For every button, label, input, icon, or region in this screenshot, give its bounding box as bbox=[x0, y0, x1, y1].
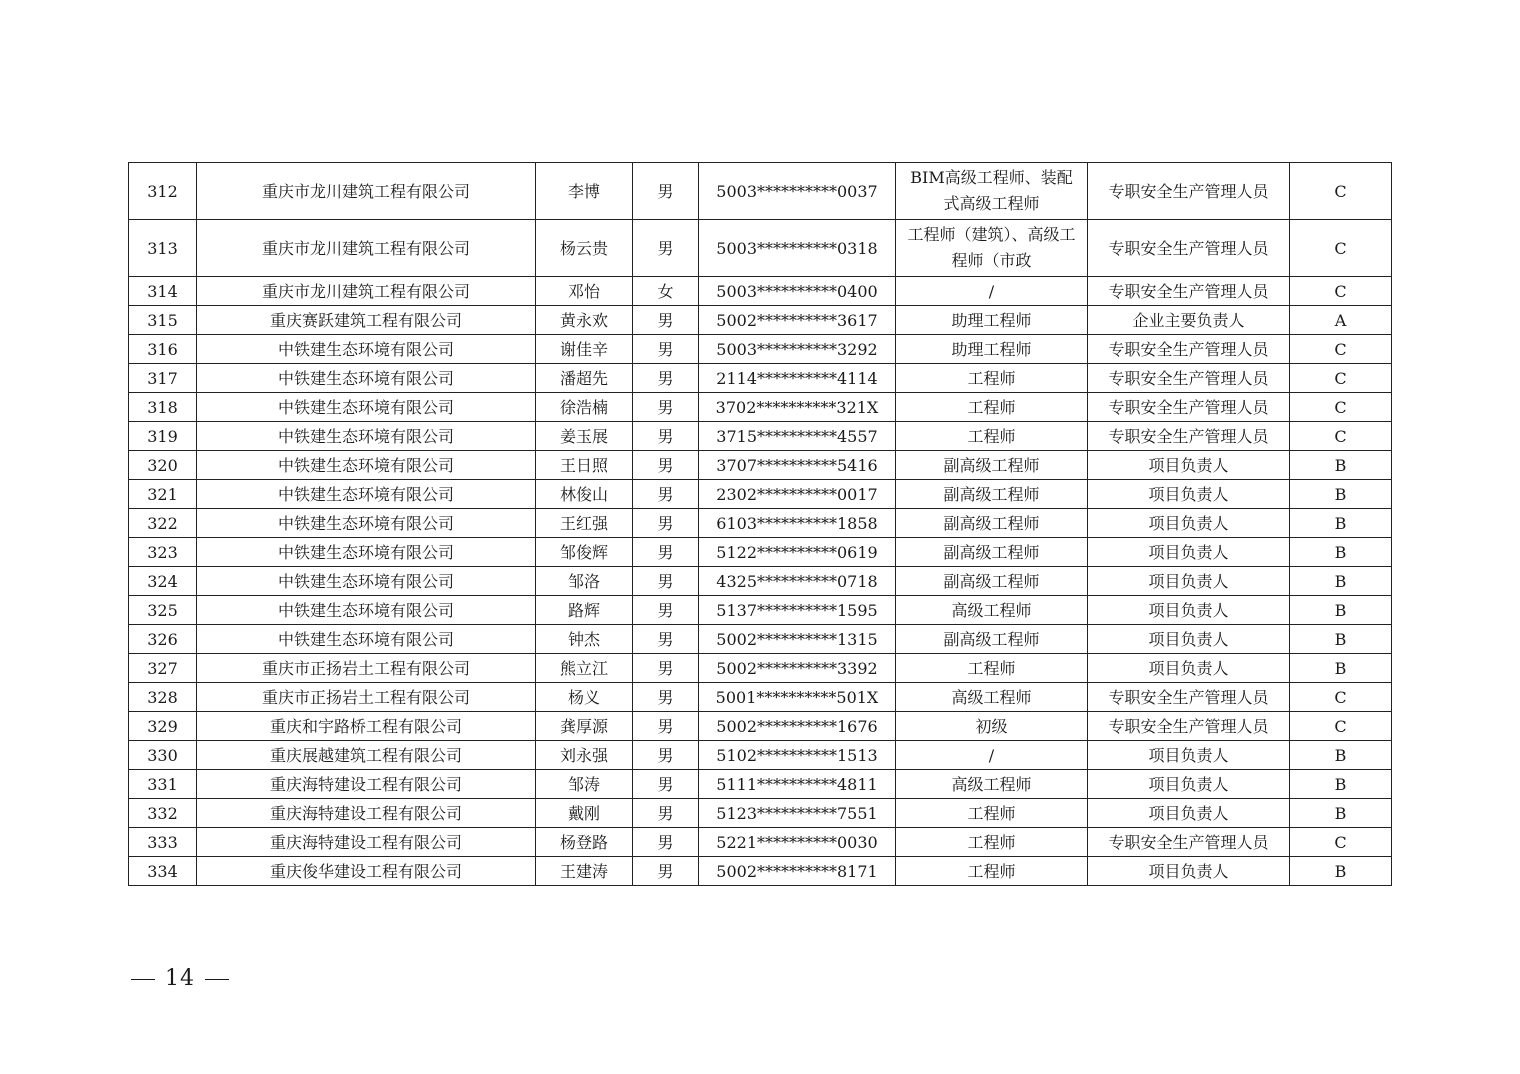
cell-row-number: 333 bbox=[129, 828, 197, 857]
cell-row-number: 322 bbox=[129, 509, 197, 538]
table-row bbox=[129, 741, 1392, 770]
cell-gender: 男 bbox=[633, 712, 699, 741]
cell-personnel-category: 项目负责人 bbox=[1088, 741, 1290, 770]
cell-company-name: 中铁建生态环境有限公司 bbox=[197, 480, 536, 509]
cell-row-number: 325 bbox=[129, 596, 197, 625]
cell-id-number: 5002**********1315 bbox=[699, 625, 896, 654]
cell-gender: 男 bbox=[633, 480, 699, 509]
cell-person-name: 王日照 bbox=[536, 451, 633, 480]
footer-dash-left bbox=[131, 979, 155, 980]
cell-gender: 男 bbox=[633, 857, 699, 886]
cell-professional-title: / bbox=[896, 277, 1088, 306]
cell-company-name: 重庆市正扬岩土工程有限公司 bbox=[197, 654, 536, 683]
cell-gender: 男 bbox=[633, 163, 699, 220]
cell-professional-title: 高级工程师 bbox=[896, 770, 1088, 799]
cell-company-name: 重庆海特建设工程有限公司 bbox=[197, 828, 536, 857]
cell-certificate-class: C bbox=[1290, 828, 1392, 857]
cell-person-name: 邹涛 bbox=[536, 770, 633, 799]
cell-professional-title: 高级工程师 bbox=[896, 596, 1088, 625]
table-row bbox=[129, 422, 1392, 451]
cell-company-name: 重庆市龙川建筑工程有限公司 bbox=[197, 163, 536, 220]
cell-certificate-class: B bbox=[1290, 451, 1392, 480]
cell-person-name: 熊立江 bbox=[536, 654, 633, 683]
cell-row-number: 329 bbox=[129, 712, 197, 741]
cell-professional-title: 副高级工程师 bbox=[896, 480, 1088, 509]
table-row bbox=[129, 712, 1392, 741]
cell-id-number: 3707**********5416 bbox=[699, 451, 896, 480]
cell-gender: 男 bbox=[633, 654, 699, 683]
cell-person-name: 林俊山 bbox=[536, 480, 633, 509]
cell-id-number: 3702**********321X bbox=[699, 393, 896, 422]
cell-personnel-category: 专职安全生产管理人员 bbox=[1088, 163, 1290, 220]
cell-person-name: 邓怡 bbox=[536, 277, 633, 306]
cell-id-number: 5003**********0037 bbox=[699, 163, 896, 220]
table-row bbox=[129, 364, 1392, 393]
cell-certificate-class: C bbox=[1290, 220, 1392, 277]
roster-body bbox=[129, 163, 1392, 886]
cell-id-number: 6103**********1858 bbox=[699, 509, 896, 538]
cell-gender: 男 bbox=[633, 683, 699, 712]
cell-row-number: 324 bbox=[129, 567, 197, 596]
cell-gender: 男 bbox=[633, 625, 699, 654]
cell-professional-title: 助理工程师 bbox=[896, 306, 1088, 335]
cell-personnel-category: 专职安全生产管理人员 bbox=[1088, 828, 1290, 857]
cell-row-number: 319 bbox=[129, 422, 197, 451]
cell-row-number: 332 bbox=[129, 799, 197, 828]
cell-certificate-class: B bbox=[1290, 567, 1392, 596]
cell-person-name: 邹俊辉 bbox=[536, 538, 633, 567]
cell-row-number: 326 bbox=[129, 625, 197, 654]
cell-gender: 男 bbox=[633, 306, 699, 335]
cell-personnel-category: 项目负责人 bbox=[1088, 770, 1290, 799]
cell-gender: 男 bbox=[633, 538, 699, 567]
cell-gender: 男 bbox=[633, 770, 699, 799]
cell-company-name: 重庆俊华建设工程有限公司 bbox=[197, 857, 536, 886]
cell-professional-title: 工程师 bbox=[896, 654, 1088, 683]
cell-professional-title: BIM高级工程师、装配式高级工程师 bbox=[896, 163, 1088, 220]
cell-certificate-class: C bbox=[1290, 335, 1392, 364]
cell-row-number: 312 bbox=[129, 163, 197, 220]
cell-professional-title: 副高级工程师 bbox=[896, 451, 1088, 480]
cell-company-name: 重庆海特建设工程有限公司 bbox=[197, 799, 536, 828]
cell-gender: 男 bbox=[633, 741, 699, 770]
cell-certificate-class: C bbox=[1290, 393, 1392, 422]
cell-id-number: 5001**********501X bbox=[699, 683, 896, 712]
cell-row-number: 327 bbox=[129, 654, 197, 683]
cell-row-number: 318 bbox=[129, 393, 197, 422]
cell-id-number: 5137**********1595 bbox=[699, 596, 896, 625]
cell-person-name: 龚厚源 bbox=[536, 712, 633, 741]
cell-company-name: 中铁建生态环境有限公司 bbox=[197, 422, 536, 451]
cell-professional-title: 副高级工程师 bbox=[896, 538, 1088, 567]
cell-person-name: 潘超先 bbox=[536, 364, 633, 393]
cell-certificate-class: C bbox=[1290, 683, 1392, 712]
cell-row-number: 315 bbox=[129, 306, 197, 335]
cell-id-number: 5002**********1676 bbox=[699, 712, 896, 741]
table-row bbox=[129, 828, 1392, 857]
cell-professional-title: 初级 bbox=[896, 712, 1088, 741]
cell-company-name: 重庆展越建筑工程有限公司 bbox=[197, 741, 536, 770]
cell-company-name: 重庆市龙川建筑工程有限公司 bbox=[197, 220, 536, 277]
cell-person-name: 谢佳辛 bbox=[536, 335, 633, 364]
cell-id-number: 5003**********0318 bbox=[699, 220, 896, 277]
table-row bbox=[129, 799, 1392, 828]
table-row bbox=[129, 393, 1392, 422]
cell-company-name: 中铁建生态环境有限公司 bbox=[197, 567, 536, 596]
cell-personnel-category: 项目负责人 bbox=[1088, 567, 1290, 596]
table-row bbox=[129, 596, 1392, 625]
cell-company-name: 中铁建生态环境有限公司 bbox=[197, 625, 536, 654]
cell-professional-title: 副高级工程师 bbox=[896, 509, 1088, 538]
cell-personnel-category: 项目负责人 bbox=[1088, 509, 1290, 538]
cell-person-name: 徐浩楠 bbox=[536, 393, 633, 422]
cell-personnel-category: 专职安全生产管理人员 bbox=[1088, 364, 1290, 393]
cell-professional-title: 副高级工程师 bbox=[896, 625, 1088, 654]
cell-id-number: 3715**********4557 bbox=[699, 422, 896, 451]
cell-certificate-class: B bbox=[1290, 480, 1392, 509]
cell-certificate-class: C bbox=[1290, 277, 1392, 306]
cell-personnel-category: 专职安全生产管理人员 bbox=[1088, 220, 1290, 277]
cell-person-name: 刘永强 bbox=[536, 741, 633, 770]
page-number: 14 bbox=[165, 966, 195, 991]
cell-professional-title: 工程师 bbox=[896, 364, 1088, 393]
cell-row-number: 323 bbox=[129, 538, 197, 567]
cell-company-name: 重庆赛跃建筑工程有限公司 bbox=[197, 306, 536, 335]
table-row bbox=[129, 220, 1392, 277]
cell-id-number: 5002**********3392 bbox=[699, 654, 896, 683]
cell-person-name: 邹洛 bbox=[536, 567, 633, 596]
cell-company-name: 重庆海特建设工程有限公司 bbox=[197, 770, 536, 799]
cell-gender: 男 bbox=[633, 451, 699, 480]
cell-personnel-category: 项目负责人 bbox=[1088, 625, 1290, 654]
cell-certificate-class: C bbox=[1290, 364, 1392, 393]
cell-gender: 男 bbox=[633, 364, 699, 393]
table-row bbox=[129, 538, 1392, 567]
cell-person-name: 戴刚 bbox=[536, 799, 633, 828]
cell-person-name: 杨登路 bbox=[536, 828, 633, 857]
roster-table bbox=[128, 162, 1392, 886]
cell-id-number: 5111**********4811 bbox=[699, 770, 896, 799]
cell-gender: 男 bbox=[633, 596, 699, 625]
cell-professional-title: 工程师 bbox=[896, 393, 1088, 422]
page-footer bbox=[131, 966, 239, 991]
cell-gender: 男 bbox=[633, 799, 699, 828]
cell-gender: 男 bbox=[633, 509, 699, 538]
cell-certificate-class: B bbox=[1290, 799, 1392, 828]
cell-id-number: 5003**********3292 bbox=[699, 335, 896, 364]
cell-company-name: 重庆市正扬岩土工程有限公司 bbox=[197, 683, 536, 712]
cell-personnel-category: 专职安全生产管理人员 bbox=[1088, 712, 1290, 741]
cell-professional-title: 工程师 bbox=[896, 857, 1088, 886]
cell-id-number: 5003**********0400 bbox=[699, 277, 896, 306]
cell-row-number: 328 bbox=[129, 683, 197, 712]
cell-certificate-class: A bbox=[1290, 306, 1392, 335]
cell-certificate-class: B bbox=[1290, 770, 1392, 799]
table-row bbox=[129, 277, 1392, 306]
cell-personnel-category: 项目负责人 bbox=[1088, 596, 1290, 625]
cell-personnel-category: 专职安全生产管理人员 bbox=[1088, 393, 1290, 422]
cell-personnel-category: 项目负责人 bbox=[1088, 538, 1290, 567]
cell-professional-title: 工程师 bbox=[896, 799, 1088, 828]
cell-id-number: 2302**********0017 bbox=[699, 480, 896, 509]
cell-person-name: 李博 bbox=[536, 163, 633, 220]
cell-person-name: 杨云贵 bbox=[536, 220, 633, 277]
cell-gender: 男 bbox=[633, 422, 699, 451]
cell-id-number: 5123**********7551 bbox=[699, 799, 896, 828]
cell-certificate-class: C bbox=[1290, 712, 1392, 741]
cell-id-number: 5002**********8171 bbox=[699, 857, 896, 886]
cell-row-number: 331 bbox=[129, 770, 197, 799]
cell-certificate-class: B bbox=[1290, 654, 1392, 683]
cell-personnel-category: 项目负责人 bbox=[1088, 451, 1290, 480]
cell-person-name: 王红强 bbox=[536, 509, 633, 538]
cell-professional-title: / bbox=[896, 741, 1088, 770]
cell-personnel-category: 企业主要负责人 bbox=[1088, 306, 1290, 335]
cell-professional-title: 工程师（建筑）、高级工程师（市政 bbox=[896, 220, 1088, 277]
cell-certificate-class: B bbox=[1290, 625, 1392, 654]
cell-professional-title: 副高级工程师 bbox=[896, 567, 1088, 596]
cell-certificate-class: B bbox=[1290, 741, 1392, 770]
cell-id-number: 5002**********3617 bbox=[699, 306, 896, 335]
cell-company-name: 中铁建生态环境有限公司 bbox=[197, 509, 536, 538]
cell-professional-title: 高级工程师 bbox=[896, 683, 1088, 712]
cell-person-name: 杨义 bbox=[536, 683, 633, 712]
table-row bbox=[129, 857, 1392, 886]
table-row bbox=[129, 480, 1392, 509]
cell-certificate-class: C bbox=[1290, 163, 1392, 220]
cell-id-number: 5122**********0619 bbox=[699, 538, 896, 567]
cell-certificate-class: B bbox=[1290, 596, 1392, 625]
table-row bbox=[129, 567, 1392, 596]
table-row bbox=[129, 306, 1392, 335]
cell-gender: 男 bbox=[633, 393, 699, 422]
cell-id-number: 4325**********0718 bbox=[699, 567, 896, 596]
cell-company-name: 中铁建生态环境有限公司 bbox=[197, 538, 536, 567]
cell-company-name: 重庆市龙川建筑工程有限公司 bbox=[197, 277, 536, 306]
cell-gender: 女 bbox=[633, 277, 699, 306]
cell-company-name: 中铁建生态环境有限公司 bbox=[197, 364, 536, 393]
cell-company-name: 中铁建生态环境有限公司 bbox=[197, 596, 536, 625]
cell-personnel-category: 项目负责人 bbox=[1088, 799, 1290, 828]
cell-person-name: 钟杰 bbox=[536, 625, 633, 654]
cell-professional-title: 助理工程师 bbox=[896, 335, 1088, 364]
table-row bbox=[129, 770, 1392, 799]
cell-company-name: 重庆和宇路桥工程有限公司 bbox=[197, 712, 536, 741]
cell-personnel-category: 项目负责人 bbox=[1088, 857, 1290, 886]
cell-personnel-category: 专职安全生产管理人员 bbox=[1088, 335, 1290, 364]
cell-id-number: 2114**********4114 bbox=[699, 364, 896, 393]
cell-gender: 男 bbox=[633, 335, 699, 364]
cell-row-number: 321 bbox=[129, 480, 197, 509]
cell-row-number: 317 bbox=[129, 364, 197, 393]
cell-id-number: 5102**********1513 bbox=[699, 741, 896, 770]
cell-gender: 男 bbox=[633, 567, 699, 596]
cell-gender: 男 bbox=[633, 220, 699, 277]
cell-row-number: 334 bbox=[129, 857, 197, 886]
table-row bbox=[129, 163, 1392, 220]
cell-personnel-category: 专职安全生产管理人员 bbox=[1088, 277, 1290, 306]
cell-id-number: 5221**********0030 bbox=[699, 828, 896, 857]
cell-person-name: 路辉 bbox=[536, 596, 633, 625]
cell-person-name: 姜玉展 bbox=[536, 422, 633, 451]
table-row bbox=[129, 509, 1392, 538]
cell-person-name: 王建涛 bbox=[536, 857, 633, 886]
cell-professional-title: 工程师 bbox=[896, 828, 1088, 857]
cell-personnel-category: 项目负责人 bbox=[1088, 480, 1290, 509]
table-row bbox=[129, 335, 1392, 364]
cell-certificate-class: B bbox=[1290, 538, 1392, 567]
table-row bbox=[129, 654, 1392, 683]
cell-certificate-class: C bbox=[1290, 422, 1392, 451]
cell-company-name: 中铁建生态环境有限公司 bbox=[197, 335, 536, 364]
cell-company-name: 中铁建生态环境有限公司 bbox=[197, 393, 536, 422]
cell-personnel-category: 专职安全生产管理人员 bbox=[1088, 683, 1290, 712]
cell-row-number: 313 bbox=[129, 220, 197, 277]
table-row bbox=[129, 625, 1392, 654]
cell-row-number: 330 bbox=[129, 741, 197, 770]
cell-certificate-class: B bbox=[1290, 509, 1392, 538]
cell-row-number: 316 bbox=[129, 335, 197, 364]
cell-person-name: 黄永欢 bbox=[536, 306, 633, 335]
cell-gender: 男 bbox=[633, 828, 699, 857]
cell-certificate-class: B bbox=[1290, 857, 1392, 886]
cell-personnel-category: 项目负责人 bbox=[1088, 654, 1290, 683]
cell-personnel-category: 专职安全生产管理人员 bbox=[1088, 422, 1290, 451]
table-row bbox=[129, 451, 1392, 480]
cell-row-number: 314 bbox=[129, 277, 197, 306]
cell-row-number: 320 bbox=[129, 451, 197, 480]
cell-professional-title: 工程师 bbox=[896, 422, 1088, 451]
table-row bbox=[129, 683, 1392, 712]
cell-company-name: 中铁建生态环境有限公司 bbox=[197, 451, 536, 480]
footer-dash-right bbox=[205, 979, 229, 980]
